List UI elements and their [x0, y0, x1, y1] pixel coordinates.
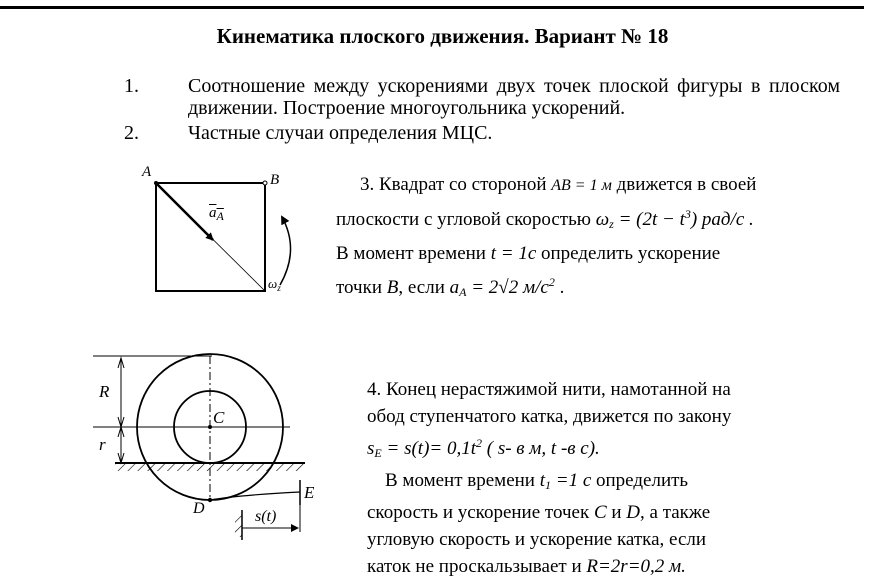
figure-4-roller [90, 350, 330, 550]
question-1-text: Соотношение между ускорениями двух точек плоской фигуры в плоском движении. Построение многоугольника ускорений. [188, 75, 840, 119]
label-a: A [142, 164, 152, 180]
label-c: C [213, 408, 225, 427]
problem-3-line-3: В момент времени t = 1с определить ускорение [336, 243, 721, 264]
label-r-small: r [99, 435, 106, 454]
top-rule [0, 6, 864, 9]
question-2-text: Частные случаи определения МЦС. [188, 122, 493, 144]
problem-3-text [336, 170, 826, 307]
problem-4-line-3: $s_E = s(t)= 0,1t^2$ ( s- в м, t -в с). [367, 436, 600, 460]
problem-4-line-6: угловую скорость и ускорение катка, если [367, 529, 707, 550]
label-s: s(t) [255, 508, 277, 525]
problem-4-line-5: скорость и ускорение точек C и D, а также [367, 502, 711, 523]
problem-3-line-2: плоскости с угловой скоростью $\omega_z = (2t - t^3)$ рад/с . [336, 207, 754, 231]
point-a [154, 181, 158, 185]
label-vector-a: $a_A$ [209, 205, 224, 223]
point-c [208, 425, 212, 429]
problem-4-text [367, 376, 807, 580]
problem-4-line-1: 4. Конец нерастяжимой нити, намотанной на [367, 379, 731, 400]
label-omega: $\omega_z$ [268, 276, 281, 293]
question-2-number: 2. [124, 122, 139, 144]
question-1-number: 1. [124, 75, 139, 97]
problem-4-line-4: В момент времени $t_1 =1$ с определить [385, 470, 689, 492]
point-b [263, 181, 267, 185]
page-title: Кинематика плоского движения. Вариант № 18 [216, 24, 669, 48]
acceleration-vector [156, 183, 213, 240]
problem-4-line-2: обод ступенчатого катка, движется по закону [367, 406, 732, 427]
label-d: D [193, 500, 205, 517]
problem-3-line-4: точки B, если $a_A = 2√2$ $м/с^2$ . [336, 275, 565, 299]
omega-arrow [280, 217, 291, 285]
label-b: B [270, 172, 280, 188]
problem-4-line-7: каток не проскальзывает и R=2r=0,2 м. [367, 556, 686, 577]
problem-3-line-1: 3. Квадрат со стороной AB = 1 м движется в своей [360, 174, 757, 195]
label-e: E [304, 483, 315, 502]
label-r-big: R [99, 382, 110, 401]
